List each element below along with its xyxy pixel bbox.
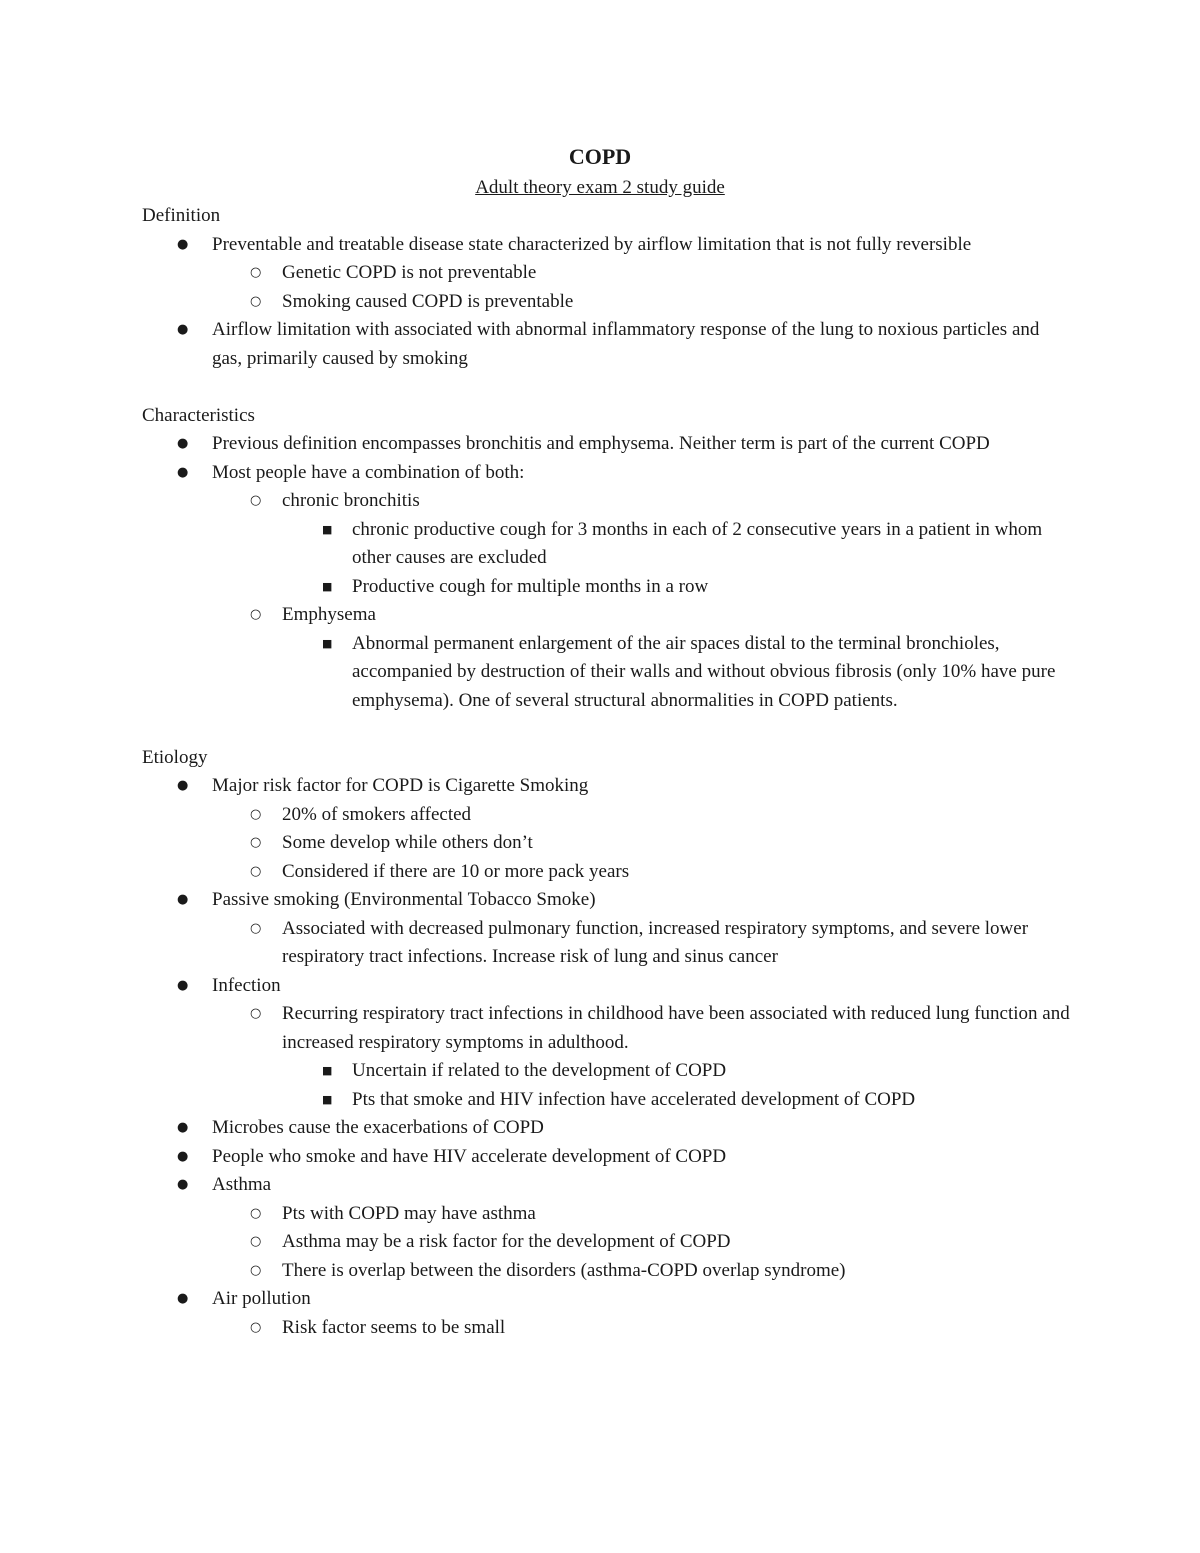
list-item-text: Some develop while others don’t bbox=[282, 832, 533, 853]
document-title: COPD bbox=[568, 144, 632, 169]
document-subtitle-wrap bbox=[0, 175, 1200, 201]
filled-circle-bullet-icon: ● bbox=[177, 778, 189, 793]
list-item-text: Smoking caused COPD is preventable bbox=[282, 290, 574, 312]
list-item bbox=[142, 1285, 1072, 1342]
list-item-text: Pts with COPD may have asthma bbox=[282, 1202, 536, 1224]
filled-circle-bullet-icon: ● bbox=[177, 1148, 189, 1164]
bullet-list-level-1 bbox=[142, 772, 1072, 1342]
list-item-text: Uncertain if related to the development of COPD bbox=[352, 1060, 727, 1081]
list-item bbox=[212, 915, 1072, 972]
filled-circle-bullet-icon: ● bbox=[177, 1291, 189, 1306]
bullet-list-level-3 bbox=[282, 630, 1072, 716]
document-body bbox=[142, 202, 1072, 1342]
list-item bbox=[142, 459, 1072, 716]
list-item bbox=[142, 1171, 1072, 1285]
list-item bbox=[282, 516, 1072, 573]
list-item-text: There is overlap between the disorders (asthma-COPD overlap syndrome) bbox=[282, 1259, 846, 1281]
filled-circle-bullet-icon: ● bbox=[177, 322, 189, 337]
list-item bbox=[212, 1228, 1072, 1257]
list-item-text: Risk factor seems to be small bbox=[282, 1316, 506, 1338]
list-item bbox=[282, 630, 1072, 716]
section-heading: Characteristics bbox=[142, 404, 255, 426]
filled-circle-bullet-icon: ● bbox=[177, 977, 189, 993]
hollow-circle-bullet-icon: ○ bbox=[250, 1006, 262, 1021]
list-item-text: Air pollution bbox=[212, 1288, 311, 1309]
list-item bbox=[142, 772, 1072, 886]
list-item-text: People who smoke and have HIV accelerate development of COPD bbox=[212, 1145, 727, 1167]
list-item bbox=[212, 1000, 1072, 1114]
square-bullet-icon: ■ bbox=[322, 579, 333, 593]
list-item bbox=[142, 1114, 1072, 1143]
list-item-text: Emphysema bbox=[282, 604, 376, 625]
bullet-list-level-2 bbox=[212, 1200, 1072, 1286]
list-item bbox=[282, 573, 1072, 602]
document-subtitle: Adult theory exam 2 study guide bbox=[475, 177, 725, 198]
list-item-text: Most people have a combination of both: bbox=[212, 461, 525, 483]
list-item bbox=[142, 231, 1072, 317]
list-item bbox=[142, 972, 1072, 1115]
list-item bbox=[142, 1143, 1072, 1172]
list-item-text: Recurring respiratory tract infections in childhood have been associated with reduced lung function and increased respiratory symptoms in adulthood. bbox=[282, 1003, 1070, 1053]
list-item-text: chronic productive cough for 3 months in each of 2 consecutive years in a patient in whom other causes are excluded bbox=[352, 518, 1043, 568]
hollow-circle-bullet-icon: ○ bbox=[250, 607, 262, 622]
bullet-list-level-2 bbox=[212, 259, 1072, 316]
hollow-circle-bullet-icon: ○ bbox=[250, 1205, 262, 1221]
section-characteristics bbox=[142, 402, 1072, 716]
hollow-circle-bullet-icon: ○ bbox=[250, 265, 262, 280]
list-item-text: Asthma may be a risk factor for the development of COPD bbox=[282, 1231, 731, 1252]
filled-circle-bullet-icon: ● bbox=[177, 464, 189, 480]
square-bullet-icon: ■ bbox=[322, 636, 333, 650]
list-item bbox=[212, 829, 1072, 858]
list-item bbox=[142, 886, 1072, 972]
square-bullet-icon: ■ bbox=[322, 522, 333, 536]
list-item bbox=[212, 601, 1072, 715]
bullet-list-level-2 bbox=[212, 801, 1072, 887]
filled-circle-bullet-icon: ● bbox=[177, 236, 189, 252]
hollow-circle-bullet-icon: ○ bbox=[250, 920, 262, 936]
list-item-text: Considered if there are 10 or more pack years bbox=[282, 860, 630, 882]
list-item-text: Airflow limitation with associated with abnormal inflammatory response of the lung to noxious particles and gas, primarily caused by smoking bbox=[212, 319, 1040, 369]
bullet-list-level-3 bbox=[282, 516, 1072, 602]
list-item-text: Previous definition encompasses bronchitis and emphysema. Neither term is part of the current COPD bbox=[212, 433, 990, 454]
list-item-text: 20% of smokers affected bbox=[282, 803, 472, 825]
hollow-circle-bullet-icon: ○ bbox=[250, 1234, 262, 1249]
list-item bbox=[212, 1200, 1072, 1229]
list-item-text: Asthma bbox=[212, 1174, 272, 1195]
hollow-circle-bullet-icon: ○ bbox=[250, 1319, 262, 1335]
filled-circle-bullet-icon: ● bbox=[177, 436, 189, 451]
bullet-list-level-1 bbox=[142, 231, 1072, 374]
hollow-circle-bullet-icon: ○ bbox=[250, 1262, 262, 1278]
list-item-text: Passive smoking (Environmental Tobacco Smoke) bbox=[212, 889, 596, 910]
list-item-text: Genetic COPD is not preventable bbox=[282, 262, 537, 283]
square-bullet-icon: ■ bbox=[322, 1064, 333, 1077]
bullet-list-level-2 bbox=[212, 1000, 1072, 1114]
hollow-circle-bullet-icon: ○ bbox=[250, 863, 262, 879]
hollow-circle-bullet-icon: ○ bbox=[250, 806, 262, 822]
list-item-text: Productive cough for multiple months in a row bbox=[352, 575, 709, 597]
list-item-text: Infection bbox=[212, 974, 281, 996]
list-item-text: Pts that smoke and HIV infection have accelerated development of COPD bbox=[352, 1088, 916, 1110]
list-item bbox=[142, 316, 1072, 373]
section-etiology bbox=[142, 744, 1072, 1343]
hollow-circle-bullet-icon: ○ bbox=[250, 293, 262, 309]
list-item bbox=[212, 259, 1072, 288]
list-item bbox=[212, 487, 1072, 601]
list-item bbox=[212, 858, 1072, 887]
filled-circle-bullet-icon: ● bbox=[177, 1177, 189, 1192]
list-item-text: Abnormal permanent enlargement of the air spaces distal to the terminal bronchioles, accompanied by destruction of their walls and without obvious fibrosis (only 10% have pure emphysema). One of several structural abnormalities in COPD patients. bbox=[352, 632, 1056, 711]
bullet-list-level-2 bbox=[212, 915, 1072, 972]
list-item bbox=[212, 1314, 1072, 1343]
filled-circle-bullet-icon: ● bbox=[177, 1120, 189, 1135]
section-definition bbox=[142, 202, 1072, 373]
list-item bbox=[282, 1086, 1072, 1115]
list-item-text: Preventable and treatable disease state characterized by airflow limitation that is not fully reversible bbox=[212, 233, 972, 255]
section-heading: Definition bbox=[142, 205, 221, 226]
list-item-text: chronic bronchitis bbox=[282, 490, 420, 511]
hollow-circle-bullet-icon: ○ bbox=[250, 835, 262, 850]
section-heading: Etiology bbox=[142, 746, 208, 768]
hollow-circle-bullet-icon: ○ bbox=[250, 493, 262, 508]
list-item bbox=[142, 430, 1072, 459]
bullet-list-level-2 bbox=[212, 487, 1072, 715]
list-item-text: Microbes cause the exacerbations of COPD bbox=[212, 1117, 544, 1138]
list-item-text: Major risk factor for COPD is Cigarette Smoking bbox=[212, 775, 589, 796]
list-item bbox=[212, 288, 1072, 317]
list-item bbox=[282, 1057, 1072, 1086]
bullet-list-level-3 bbox=[282, 1057, 1072, 1114]
filled-circle-bullet-icon: ● bbox=[177, 892, 189, 907]
list-item bbox=[212, 801, 1072, 830]
list-item-text: Associated with decreased pulmonary function, increased respiratory symptoms, and severe lower respiratory tract infections. Increase risk of lung and sinus cancer bbox=[282, 917, 1029, 967]
square-bullet-icon: ■ bbox=[322, 1092, 333, 1106]
bullet-list-level-1 bbox=[142, 430, 1072, 715]
list-item bbox=[212, 1257, 1072, 1286]
bullet-list-level-2 bbox=[212, 1314, 1072, 1343]
